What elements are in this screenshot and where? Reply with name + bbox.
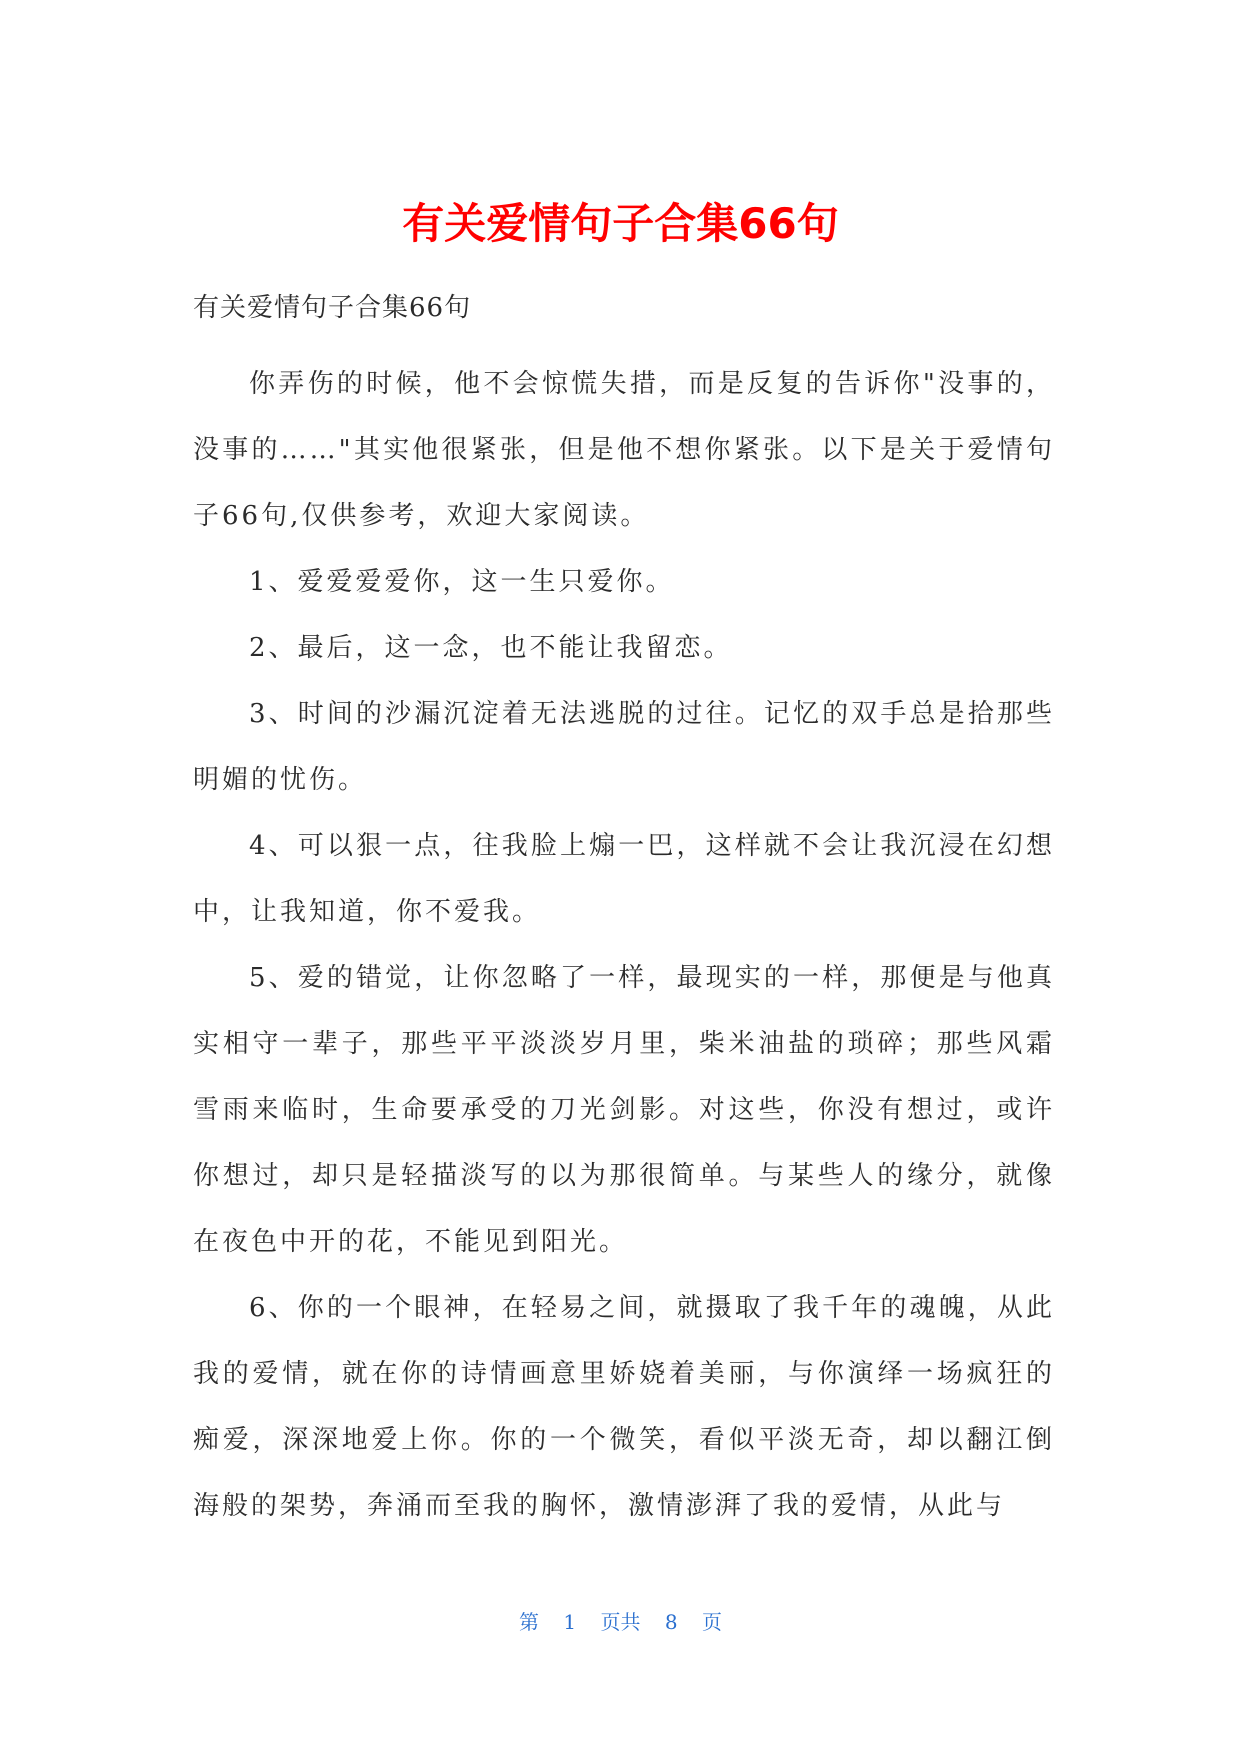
paragraph-intro: 你弄伤的时候，他不会惊慌失措，而是反复的告诉你"没事的，没事的……"其实他很紧张，但是他不想你紧张。以下是关于爱情句子66句,仅供参考，欢迎大家阅读。 (193, 369, 1055, 531)
page-footer (0, 1608, 1241, 1636)
footer-suffix: 页 (701, 1610, 722, 1634)
footer-total-pages: 8 (664, 1610, 678, 1634)
paragraph-3: 3、时间的沙漏沉淀着无法逃脱的过往。记忆的双手总是拾那些明媚的忧伤。 (193, 699, 1055, 795)
footer-prefix: 第 (519, 1610, 540, 1634)
paragraph-5: 5、爱的错觉，让你忽略了一样，最现实的一样，那便是与他真实相守一辈子，那些平平淡淡岁月里，柴米油盐的琐碎；那些风霜雪雨来临时，生命要承受的刀光剑影。对这些，你没有想过，或许你想过，却只是轻描淡写的以为那很简单。与某些人的缘分，就像在夜色中开的花，不能见到阳光。 (193, 963, 1055, 1257)
document-body (193, 291, 1055, 1539)
document-title: 有关爱情句子合集66句 (402, 199, 839, 248)
footer-page-number: 1 (563, 1610, 577, 1634)
paragraph-1: 1、爱爱爱爱你，这一生只爱你。 (249, 567, 675, 597)
paragraph-6: 6、你的一个眼神，在轻易之间，就摄取了我千年的魂魄，从此我的爱情，就在你的诗情画意里娇娆着美丽，与你演绎一场疯狂的痴爱，深深地爱上你。你的一个微笑，看似平淡无奇，却以翻江倒海般的架势，奔涌而至我的胸怀，激情澎湃了我的爱情，从此与 (193, 1293, 1055, 1521)
footer-middle: 页共 (600, 1610, 641, 1634)
document-subtitle: 有关爱情句子合集66句 (193, 293, 472, 323)
paragraph-2: 2、最后，这一念，也不能让我留恋。 (249, 633, 733, 663)
paragraph-4: 4、可以狠一点，往我脸上煽一巴，这样就不会让我沉浸在幻想中，让我知道，你不爱我。 (193, 831, 1055, 927)
